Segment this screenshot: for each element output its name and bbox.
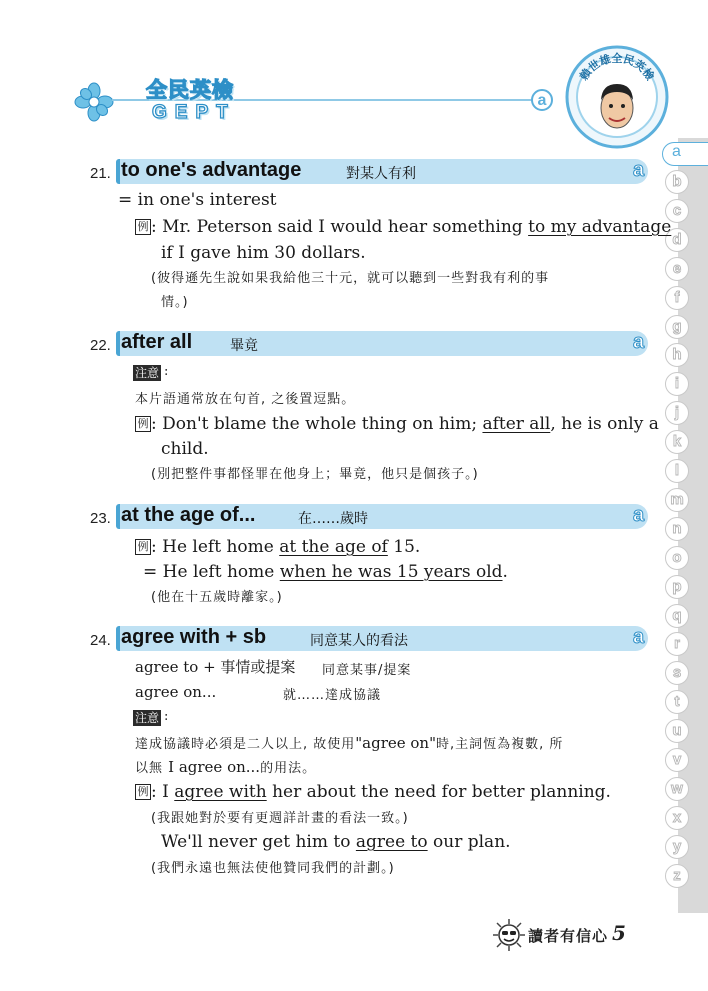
example-sentence: : Mr. Peterson said I would hear something to my advantage	[151, 217, 672, 237]
alphabet-tab-label: j	[665, 401, 689, 425]
entry-number: 24.	[90, 632, 111, 649]
example-translation-cont: 情。)	[161, 295, 189, 310]
alphabet-tab-label: k	[665, 430, 689, 454]
example-sentence-2: We'll never get him to agree to our plan.	[161, 832, 511, 852]
entry-number: 22.	[90, 337, 111, 354]
alphabet-active-letter: a	[672, 143, 681, 160]
underlined-phrase: after all	[482, 414, 551, 434]
example-sentence-equivalent: = He left home when he was 15 years old.	[143, 562, 508, 582]
example-tag: 例	[135, 416, 151, 432]
alphabet-tab-label: w	[665, 777, 689, 801]
note-tag: 注意	[135, 711, 160, 725]
alphabet-tab-label: o	[665, 546, 689, 570]
alphabet-tab-label: y	[665, 835, 689, 859]
entry-phrase: agree with + sb	[121, 626, 267, 648]
underlined-phrase: when he was 15 years old	[279, 562, 503, 582]
flower-logo-icon	[74, 82, 114, 122]
note-text: 達成協議時必須是二人以上, 故使用"agree on"時,主詞恆為複數, 所	[135, 734, 564, 752]
alphabet-tab-label: d	[665, 228, 689, 252]
alphabet-tab-g[interactable]	[665, 315, 691, 341]
badge-arc-text: 賴世雄全民英檢	[577, 52, 657, 83]
alphabet-tab-label: f	[665, 286, 689, 310]
entry-letter-mark: a	[633, 504, 645, 526]
alphabet-tab-label: b	[665, 170, 689, 194]
alphabet-tab-label: s	[665, 661, 689, 685]
alphabet-tab-label: n	[665, 517, 689, 541]
alphabet-tab-o[interactable]	[665, 546, 691, 572]
alphabet-tab-label: h	[665, 343, 689, 367]
example-translation: (彼得遜先生說如果我給他三十元，就可以聽到一些對我有利的事	[151, 271, 550, 286]
alphabet-tab-m[interactable]	[665, 488, 691, 514]
example-tag: 例	[135, 784, 151, 800]
alphabet-tab-l[interactable]	[665, 459, 691, 485]
alphabet-tab-label: c	[665, 199, 689, 223]
example-tag: 例	[135, 539, 151, 555]
entry-letter-mark: a	[633, 626, 645, 648]
underlined-phrase: agree to	[355, 832, 428, 852]
alphabet-tab-label: e	[665, 257, 689, 281]
alphabet-tab-j[interactable]	[665, 401, 691, 427]
alphabet-tab-q[interactable]	[665, 604, 691, 630]
alphabet-tab-label: v	[665, 748, 689, 772]
alphabet-tab-e[interactable]	[665, 257, 691, 283]
alphabet-tab-x[interactable]	[665, 806, 691, 832]
usage-line-2: agree on...	[135, 683, 217, 701]
alphabet-tab-h[interactable]	[665, 343, 691, 369]
section-letter-badge: a	[531, 89, 553, 111]
alphabet-tab-label: x	[665, 806, 689, 830]
alphabet-tab-label: z	[665, 864, 689, 888]
alphabet-tab-u[interactable]	[665, 719, 691, 745]
entry-letter-mark: a	[633, 159, 645, 181]
alphabet-tab-label: g	[665, 315, 689, 339]
alphabet-tab-z[interactable]	[665, 864, 691, 890]
alphabet-tab-label: p	[665, 575, 689, 599]
alphabet-tab-label: m	[665, 488, 689, 512]
alphabet-tab-b[interactable]	[665, 170, 691, 196]
footer-slogan: 讀者有信心	[528, 927, 609, 945]
entry-phrase: at the age of...	[121, 504, 256, 526]
example-translation: (我跟她對於要有更週詳計畫的看法一致。)	[151, 811, 409, 826]
usage-line-2-meaning: 就……達成協議	[283, 688, 382, 703]
entry-chinese-meaning: 在……歲時	[298, 511, 368, 527]
alphabet-tab-n[interactable]	[665, 517, 691, 543]
alphabet-tab-y[interactable]	[665, 835, 691, 861]
smiley-sun-icon	[492, 918, 526, 952]
note-tag: 注意	[135, 366, 160, 380]
alphabet-tab-v[interactable]	[665, 748, 691, 774]
author-portrait-badge-icon	[562, 42, 672, 152]
alphabet-tab-label: l	[665, 459, 689, 483]
page-number: 5	[612, 921, 626, 945]
alphabet-tab-label: u	[665, 719, 689, 743]
alphabet-tab-label: i	[665, 372, 689, 396]
example-sentence-cont: child.	[161, 439, 209, 459]
book-title-chinese: 全民英檢	[146, 78, 234, 102]
usage-line-1: agree to + 事情或提案	[135, 658, 296, 676]
entry-23-header	[90, 504, 650, 530]
note-colon: :	[164, 709, 169, 724]
alphabet-tab-p[interactable]	[665, 575, 691, 601]
example-sentence-cont: if I gave him 30 dollars.	[161, 243, 366, 263]
example-sentence: : Don't blame the whole thing on him; after all, he is only a	[151, 414, 659, 434]
entry-phrase: to one's advantage	[121, 159, 302, 181]
entry-phrase: after all	[121, 331, 193, 353]
alphabet-tab-label: t	[665, 690, 689, 714]
entry-chinese-meaning: 對某人有利	[346, 166, 416, 182]
alphabet-tab-w[interactable]	[665, 777, 691, 803]
example-translation: (別把整件事都怪罪在他身上；畢竟，他只是個孩子。)	[151, 467, 479, 482]
note-text: 本片語通常放在句首, 之後置逗點。	[135, 392, 356, 407]
alphabet-tab-t[interactable]	[665, 690, 691, 716]
entry-chinese-meaning: 同意某人的看法	[310, 633, 408, 649]
alphabet-tab-s[interactable]	[665, 661, 691, 687]
book-title-english: GEPT	[152, 102, 236, 123]
underlined-phrase: agree with	[174, 782, 267, 802]
alphabet-tab-k[interactable]	[665, 430, 691, 456]
note-colon: :	[164, 364, 169, 379]
entry-letter-mark: a	[633, 331, 645, 353]
example-translation: (他在十五歲時離家。)	[151, 590, 283, 605]
entry-band	[116, 331, 648, 356]
entry-24-header	[90, 626, 650, 652]
entry-chinese-meaning: 畢竟	[230, 338, 258, 354]
alphabet-tab-i[interactable]	[665, 372, 691, 398]
entry-number: 21.	[90, 165, 111, 182]
example-sentence: : I agree with her about the need for better planning.	[151, 782, 611, 802]
usage-line-1-meaning: 同意某事/提案	[322, 663, 412, 678]
alphabet-tab-f[interactable]	[665, 286, 691, 312]
entry-22-header	[90, 331, 650, 357]
entry-21-header	[90, 159, 650, 185]
example-sentence: : He left home at the age of 15.	[151, 537, 421, 557]
note-text-cont: 以無 I agree on...的用法。	[135, 758, 317, 776]
alphabet-active-tab[interactable]	[662, 142, 708, 166]
entry-number: 23.	[90, 510, 111, 527]
alphabet-tab-label: q	[665, 604, 689, 628]
example-translation-2: (我們永遠也無法使他贊同我們的計劃。)	[151, 861, 395, 876]
underlined-phrase: at the age of	[279, 537, 388, 557]
synonym-line: = in one's interest	[118, 190, 277, 210]
example-tag: 例	[135, 219, 151, 235]
alphabet-tab-r[interactable]	[665, 632, 691, 658]
alphabet-tab-label: r	[665, 632, 689, 656]
underlined-phrase: to my advantage	[528, 217, 672, 237]
